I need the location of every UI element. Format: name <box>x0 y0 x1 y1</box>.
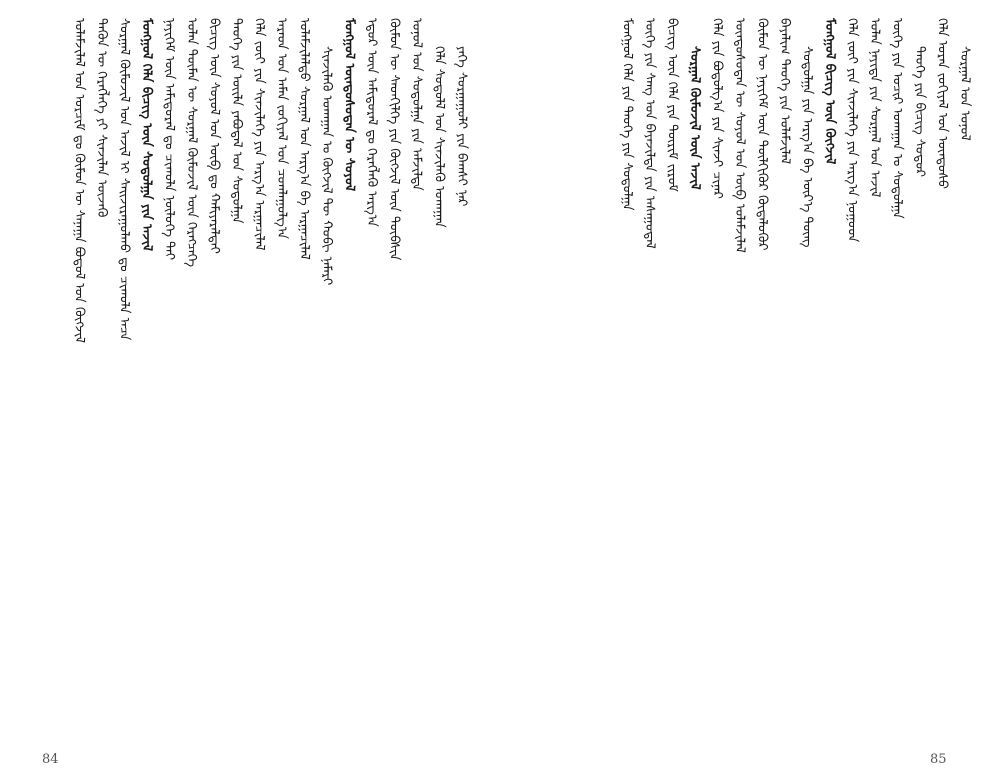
text-column: ᠰᠤᠷᠭᠠᠯ ᠬᠦᠮᠦᠵᠢᠯ ᠦᠨ ᠠᠵᠢᠯ <box>687 46 702 190</box>
page-number-right: 85 <box>930 752 947 767</box>
text-column: ᠮᠣᠩᠭᠣᠯ ᠬᠡᠯᠡ ᠶᠢᠨ ᠲᠡᠦᠬᠡ ᠶᠢᠨ ᠰᠤᠳᠤᠯᠭᠠ <box>619 18 635 211</box>
text-column: ᠰᠤᠷᠭᠠᠯ ᠤᠨ ᠣᠨᠣᠯ <box>957 46 972 141</box>
left-page <box>10 18 480 738</box>
right-text-columns <box>615 18 975 738</box>
text-column: ᠬᠡᠯᠡ ᠵᠦᠢ ᠶᠢᠨ ᠰᠢᠨᠵᠢᠯᠡᠭᠡ ᠶᠢᠨ ᠠᠷᠭ᠎ᠠ ᠨᠤᠭᠤᠳ <box>844 18 860 243</box>
text-column: ᠲᠡᠭᠦᠨ ᠦ ᠬᠡᠷᠡᠭᠯᠡᠭᠡ ᠶᠢ ᠰᠢᠨᠵᠢᠯᠡᠨ ᠦᠵᠡᠬᠦ <box>94 18 109 218</box>
text-column: ᠰᠤᠷᠭᠠᠯ ᠬᠦᠮᠦᠵᠢᠯ ᠤᠨ ᠠᠵᠢᠯ ᠢ ᠰᠠᠢᠵᠢᠷᠠᠭᠤᠯᠬᠤ ᠳᠤ ᠴᠢᠬᠤᠯᠠ ᠠᠴᠠ <box>116 18 132 341</box>
text-column: ᠡᠳᠦᠷ ᠦᠨ ᠠᠮᠢᠳᠤᠷᠠᠯ ᠳᠤ ᠬᠡᠷᠡᠭᠯᠡᠬᠦ ᠠᠷᠭ᠎ᠠ <box>364 18 379 227</box>
text-column: ᠬᠡᠯᠡ ᠰᠤᠳᠤᠯᠯ ᠤᠨ ᠰᠢᠨᠵᠢᠯᠡᠬᠦ ᠤᠬᠠᠭᠠᠨ <box>431 46 447 228</box>
text-column: ᠤᠯᠠᠮᠵᠢᠯᠠᠯᠲᠤ ᠰᠤᠷᠭᠠᠯ ᠤᠨ ᠠᠷᠭ᠎ᠠ ᠪᠠ ᠠᠷᠭᠠᠴᠢᠯᠠᠯ <box>296 18 312 260</box>
text-column: ᠲᠡᠦᠬᠡ ᠶᠢᠨ ᠦᠢᠯᠡ ᠶᠠᠪᠤᠳᠠᠯ ᠤᠨ ᠰᠤᠳᠤᠯᠭᠠ <box>229 18 244 224</box>
text-column: ᠬᠡᠯᠡ ᠵᠦᠢ ᠶᠢᠨ ᠰᠢᠨᠵᠢᠯᠡᠭᠡ ᠶᠢᠨ ᠠᠷᠭ᠎ᠠ ᠠᠷᠭᠠᠴᠢᠯᠠᠯ <box>251 18 267 251</box>
text-column: ᠦᠭᠡ ᠶᠢᠨ ᠰᠠᠩ ᠤᠨ ᠪᠠᠶᠠᠵᠢᠯᠲᠠ ᠶᠢᠨ ᠠᠰᠠᠭᠤᠳᠠᠯ <box>642 18 657 249</box>
text-column: ᠶᠡᠬᠡ ᠰᠤᠷᠭᠠᠭᠤᠯᠢ ᠶᠢᠨ ᠪᠠᠭᠰᠢ ᠨᠠᠷ <box>454 46 469 207</box>
text-column: ᠪᠢᠴᠢᠭ ᠦᠨ ᠬᠡᠯᠡ ᠶᠢᠨ ᠳᠦᠷᠢᠮ ᠵᠢᠷᠤᠮ <box>664 18 680 192</box>
text-column: ᠨᠡᠶᠢᠭᠡᠮ ᠦᠨ ᠠᠮᠢᠳᠤᠷᠠᠯ ᠳᠤ ᠴᠢᠬᠤᠯᠠ ᠨᠥᠯᠦᠭᠡ ᠲᠠᠢ <box>161 18 177 261</box>
text-column: ᠪᠢᠴᠢᠭ ᠦᠨ ᠰᠣᠶᠣᠯ ᠤᠨ ᠥᠪ ᠳᠤ ᠬᠠᠮᠢᠶᠠᠷᠠᠯᠲᠠᠢ <box>206 18 222 254</box>
text-column: ᠦᠭᠡ ᠶᠢᠨ ᠤᠴᠢᠷ ᠤᠬᠠᠭᠠᠨ ᠤ ᠰᠤᠳᠤᠯᠭᠠ <box>889 18 905 219</box>
text-column: ᠰᠤᠳᠤᠯᠭᠠ ᠶᠢᠨ ᠠᠷᠭ᠎ᠠ ᠪᠠ ᠦᠷ᠎ᠡ ᠳᠦᠩ <box>799 46 815 248</box>
text-column: ᠣᠯᠠᠨ ᠨᠡᠶᠢᠲᠡ ᠶᠢᠨ ᠰᠤᠷᠭᠠᠯ ᠤᠨ ᠠᠵᠢᠯ <box>867 18 882 198</box>
text-column: ᠬᠡᠯᠡ ᠤᠷᠠᠨ ᠵᠣᠬᠢᠶᠠᠯ ᠤᠨ ᠦᠨᠳᠦᠰᠦ <box>934 18 950 190</box>
text-column: ᠮᠣᠩᠭᠣᠯ ᠪᠢᠴᠢᠭ ᠦᠨ ᠬᠥᠭᠵᠢᠯ <box>822 18 837 165</box>
text-column: ᠣᠨᠣᠯ ᠤᠨ ᠰᠤᠳᠤᠯᠭᠠ ᠶᠢᠨ ᠠᠮᠵᠢᠯᠲᠠ <box>409 18 424 191</box>
text-column: ᠣᠯᠠᠨ ᠲᠦᠮᠡᠨ ᠦ ᠰᠤᠷᠭᠠᠯ ᠬᠦᠮᠦᠵᠢᠯ ᠦᠨ ᠬᠡᠷᠡᠭᠴᠡᠭᠡ <box>184 18 199 268</box>
text-column: ᠰᠢᠨᠵᠢᠯᠡᠬᠦ ᠤᠬᠠᠭᠠᠨ ᠤ ᠬᠥᠭᠵᠢᠯ ᠲᠦ ᠬᠤᠪᠢ ᠨᠡᠮᠡᠷᠢ <box>319 46 334 286</box>
left-text-columns <box>67 18 472 738</box>
text-column: ᠠᠷᠠᠳ ᠤᠨ ᠠᠮᠠᠨ ᠵᠣᠬᠢᠶᠠᠯ ᠤᠨ ᠴᠤᠭᠯᠠᠭᠤᠯᠭ᠎ᠠ <box>274 18 289 239</box>
text-column: ᠬᠦᠮᠦᠨ ᠦ ᠰᠡᠳᠬᠢᠯᠭᠡ ᠶᠢᠨ ᠬᠥᠭᠵᠢᠯ ᠦᠨ ᠲᠦᠪᠰᠢᠨ <box>386 18 402 261</box>
text-column: ᠬᠡᠯᠡ ᠶᠢᠨ ᠪᠣᠳᠣᠯᠭ᠎ᠠ ᠶᠢᠨ ᠰᠢᠨᠵᠢ ᠴᠢᠨᠠᠷ <box>709 18 725 199</box>
text-column: ᠮᠣᠩᠭᠣᠯ ᠬᠡᠯᠡ ᠪᠢᠴᠢᠭ ᠦᠨ ᠰᠤᠳᠤᠯᠭᠠ ᠶᠢᠨ ᠠᠵᠢᠯ <box>139 18 154 252</box>
text-column: ᠪᠠᠶᠠᠯᠢᠭ ᠲᠡᠦᠬᠡ ᠶᠢᠨ ᠤᠯᠠᠮᠵᠢᠯᠠᠯ <box>777 18 792 165</box>
text-column: ᠤᠯᠠᠮᠵᠢᠯᠠᠯ ᠤᠨ ᠣᠷᠴᠢᠮ ᠳᠤ ᠬᠦᠮᠦᠨ ᠦ ᠰᠠᠨᠠᠭᠠ ᠪᠣᠳᠣᠯ ᠤᠨ ᠬᠥᠭᠵᠢᠯ <box>71 18 87 344</box>
text-column: ᠬᠦᠮᠦᠨ ᠦ ᠨᠡᠶᠢᠭᠡᠮ ᠦᠨ ᠲᠦᠯᠬᠢᠭᠦᠷ ᠬᠥᠳᠡᠯᠦᠭᠦᠷ <box>754 18 770 251</box>
text-column: ᠦᠨᠳᠦᠰᠦᠲᠡᠨ ᠦ ᠰᠣᠶᠣᠯ ᠤᠨ ᠥᠪ ᠤᠯᠠᠮᠵᠢᠯᠠᠯ <box>732 18 747 253</box>
text-column: ᠲᠡᠦᠬᠡ ᠶᠢᠨ ᠪᠢᠴᠢᠭ ᠰᠤᠳᠤᠷ <box>912 46 927 178</box>
text-column: ᠮᠣᠩᠭᠣᠯ ᠦᠨᠳᠦᠰᠦᠲᠡᠨ ᠦ ᠰᠣᠶᠣᠯ <box>341 18 357 192</box>
page-number-left: 84 <box>42 752 59 767</box>
right-page <box>505 18 975 738</box>
